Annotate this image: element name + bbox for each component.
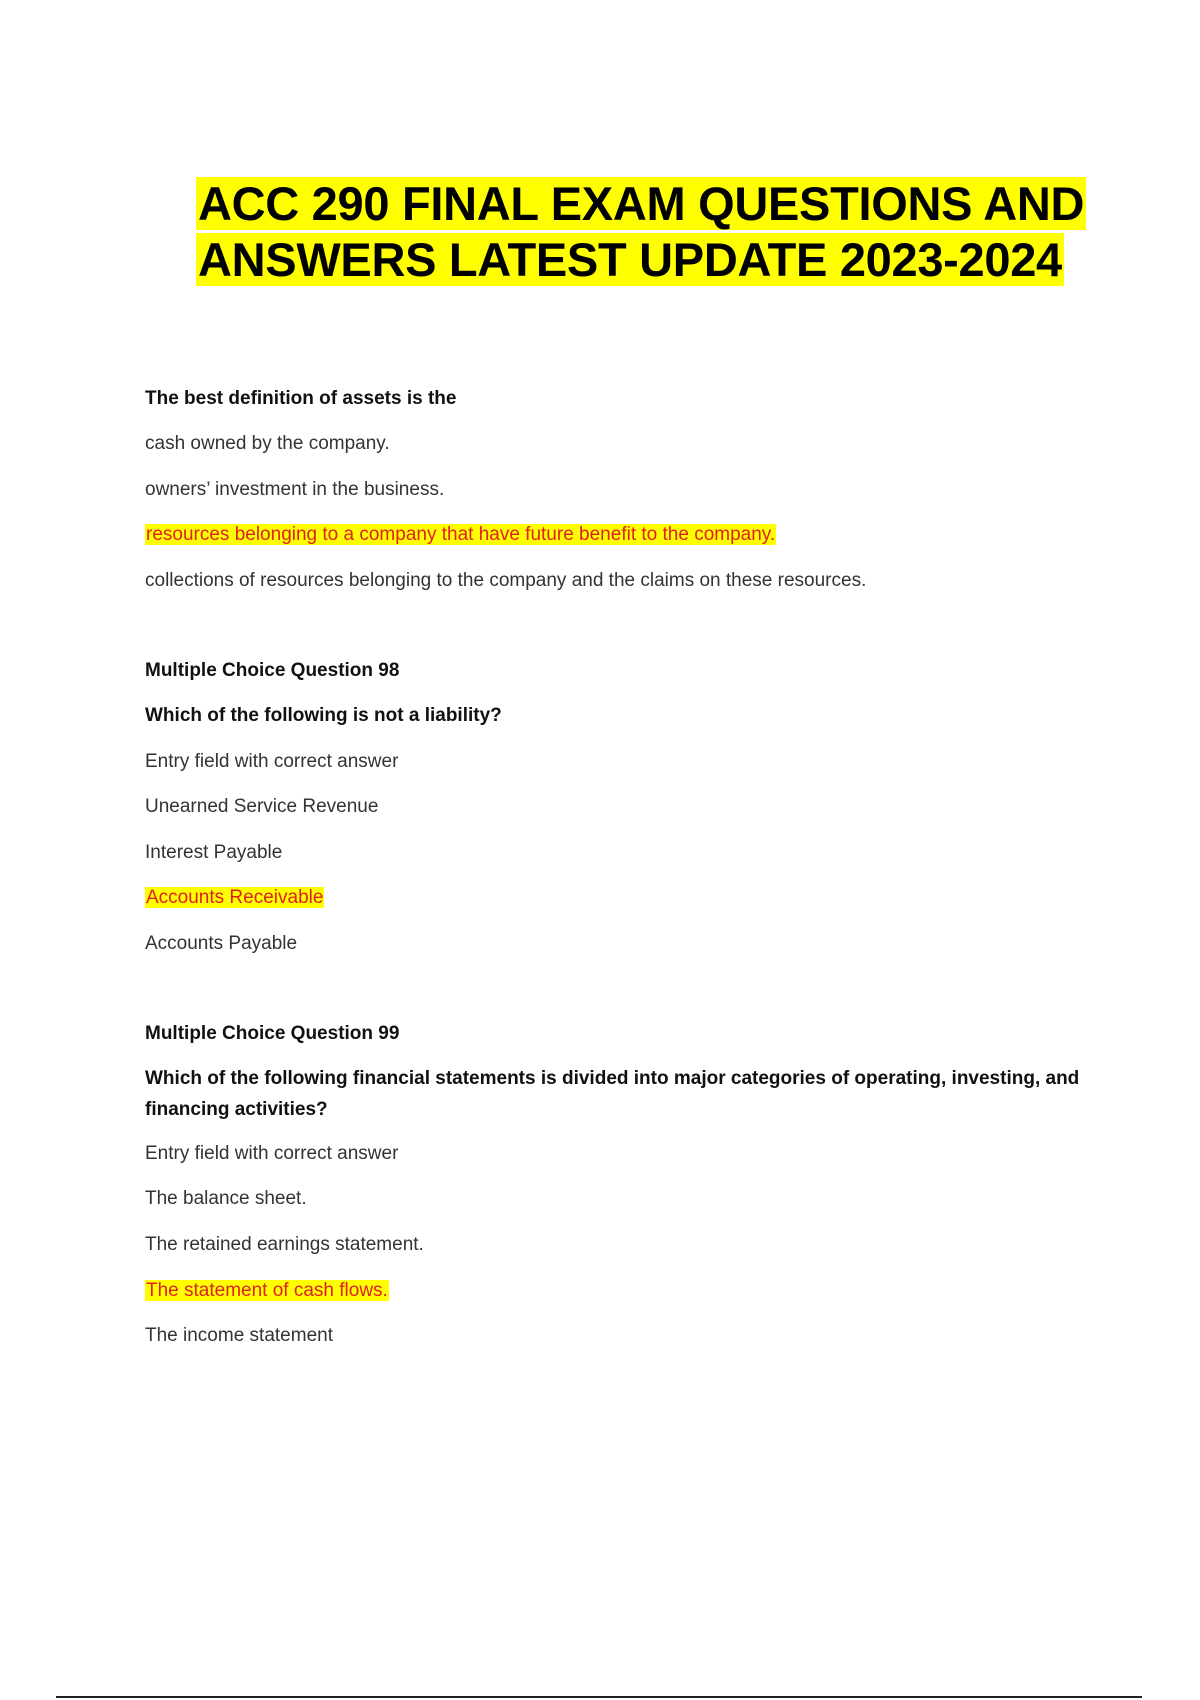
title-line-2: ANSWERS LATEST UPDATE 2023-2024 [198,233,1062,286]
answer-option-correct [145,1278,389,1304]
correct-answer-highlight: Accounts Receivable [146,887,324,908]
answer-option: The income statement [145,1325,333,1346]
correct-answer-highlight: The statement of cash flows. [146,1280,388,1301]
answer-option: cash owned by the company. [145,433,390,454]
answer-option-correct [145,885,324,911]
question-heading: Multiple Choice Question 98 [145,660,400,681]
answer-option: Interest Payable [145,842,283,863]
entry-field-label: Entry field with correct answer [145,1143,399,1164]
answer-option: The retained earnings statement. [145,1234,424,1255]
question-text: Which of the following financial statements is divided into major categories of operating, investing, and financing activities? [145,1068,1080,1120]
answer-option: collections of resources belonging to the company and the claims on these resources. [145,570,867,591]
document-title [196,176,1116,288]
title-line-1: ACC 290 FINAL EXAM QUESTIONS AND [198,177,1085,230]
entry-field-label: Entry field with correct answer [145,751,399,772]
answer-option: The balance sheet. [145,1188,307,1209]
answer-option: Accounts Payable [145,933,298,954]
correct-answer-highlight: resources belonging to a company that have future benefit to the company. [146,524,776,545]
answer-option: owners’ investment in the business. [145,479,445,500]
question-text: Which of the following is not a liability? [145,705,502,726]
question-text: The best definition of assets is the [145,388,457,409]
answer-option: Unearned Service Revenue [145,796,379,817]
question-heading: Multiple Choice Question 99 [145,1023,400,1044]
footer-divider [56,1696,1142,1698]
answer-option-correct [145,522,776,548]
